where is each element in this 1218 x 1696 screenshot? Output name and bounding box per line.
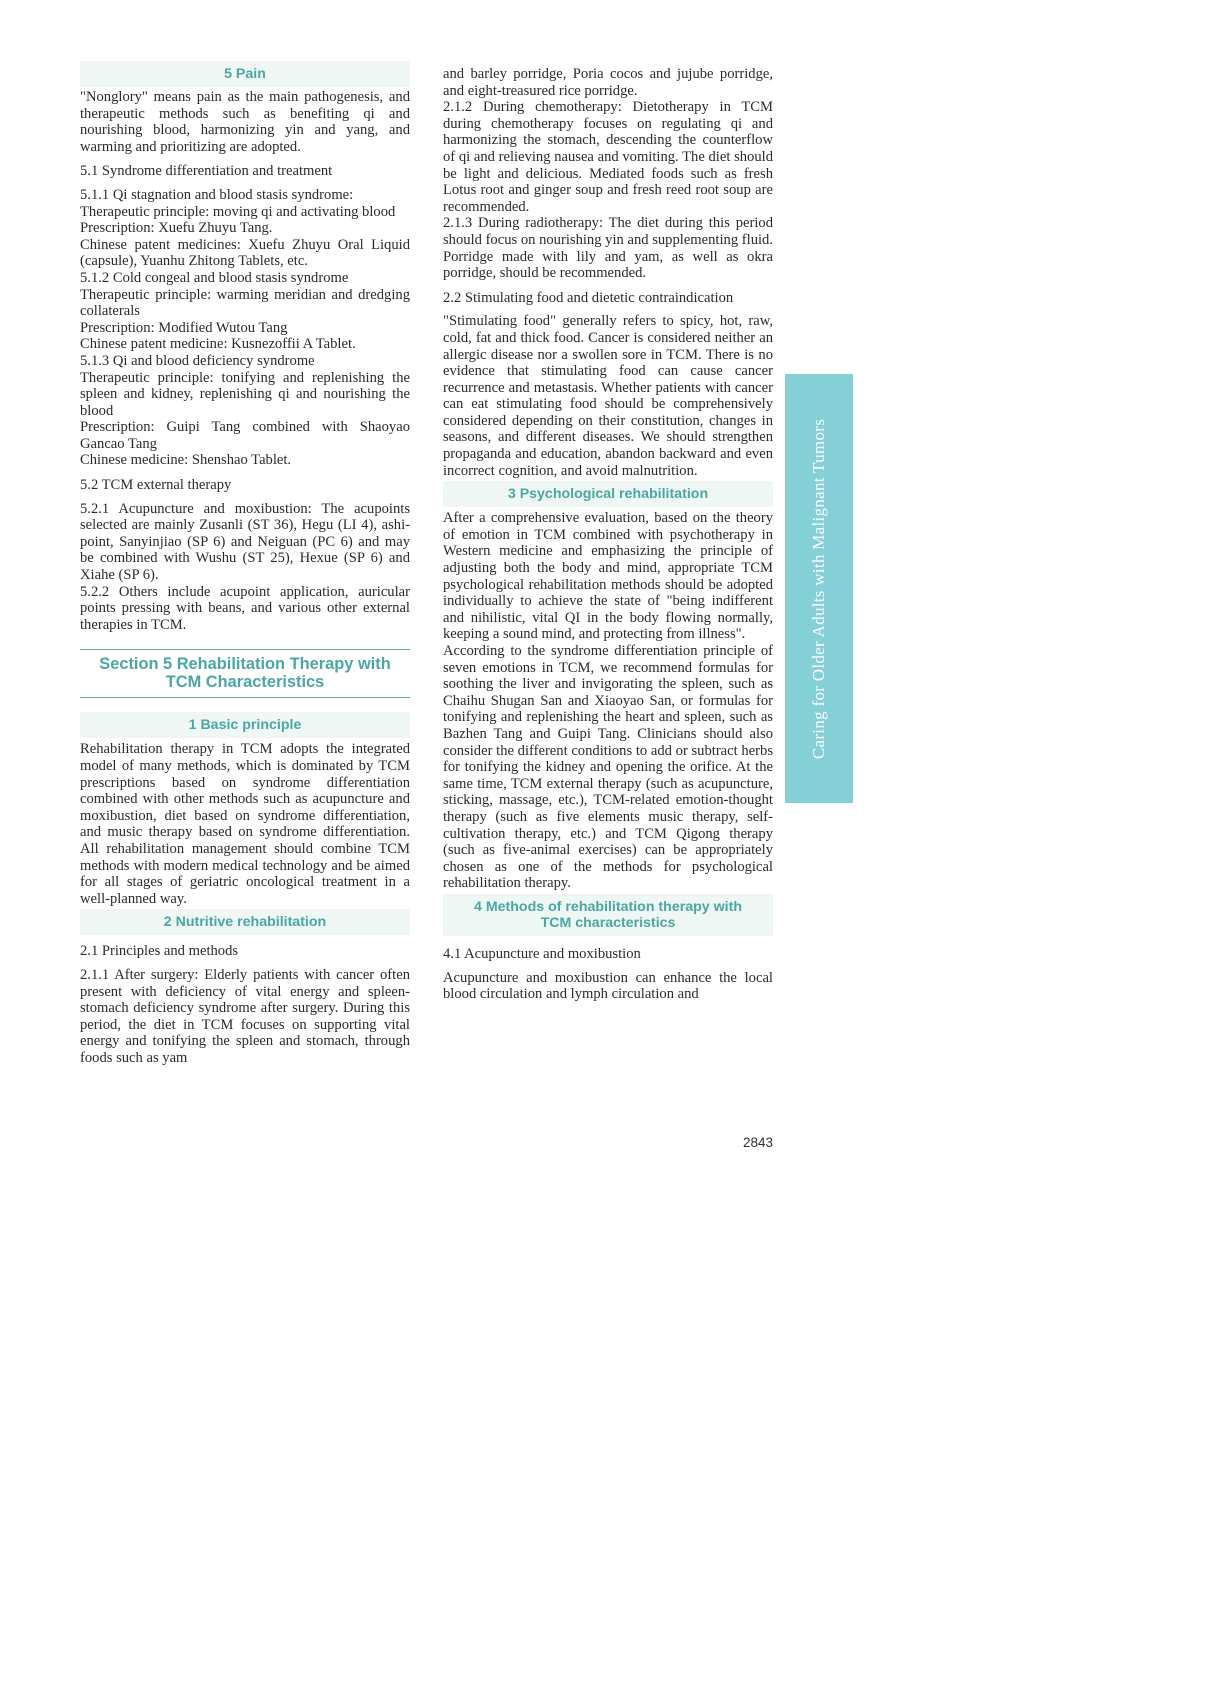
- paragraph-2-1-1: 2.1.1 After surgery: Elderly patients with cancer often present with deficiency of vital energy and spleen-stomach deficiency syndrome after surgery. During this period, the diet in TCM focuses on supporting vital energy and tonifying the spleen and stomach, through foods such as yam: [80, 966, 410, 1066]
- line-5-1-1-prescription: Prescription: Xuefu Zhuyu Tang.: [80, 220, 273, 237]
- subheading-5-2: 5.2 TCM external therapy: [80, 477, 232, 494]
- heading-basic-principle: 1 Basic principle: [80, 712, 410, 738]
- subheading-4-1: 4.1 Acupuncture and moxibustion: [443, 945, 641, 962]
- side-chapter-title: Caring for Older Adults with Malignant Tumors: [809, 418, 828, 759]
- section-title-line2: TCM Characteristics: [165, 672, 325, 691]
- left-column: [80, 61, 410, 1067]
- heading-methods-line1: 4 Methods of rehabilitation therapy with: [473, 898, 742, 915]
- section-title: [80, 649, 410, 698]
- line-5-1-3-prescription: Prescription: Guipi Tang combined with Shaoyao Gancao Tang: [80, 419, 410, 452]
- paragraph-2-2: "Stimulating food" generally refers to spicy, hot, raw, cold, fat and thick food. Cancer is considered neither an allergic disease nor a swollen sore in TCM. There is no evidence that stimulating food can cause cancer recurrence and metastasis. Whether patients with cancer can eat stimulating food should be comprehensively considered depending on their constitution, changes in seasons, and different diseases. We should strengthen propaganda and education, abandon backward and even incorrect cognition, and avoid malnutrition.: [443, 313, 773, 479]
- heading-nutritive: 2 Nutritive rehabilitation: [80, 909, 410, 935]
- line-5-1-2-principle: Therapeutic principle: warming meridian and dredging collaterals: [80, 286, 410, 320]
- line-5-1-3-medicine: Chinese medicine: Shenshao Tablet.: [80, 452, 292, 469]
- section-title-line1: Section 5 Rehabilitation Therapy with: [99, 655, 391, 674]
- line-5-1-3-principle: Therapeutic principle: tonifying and replenishing the spleen and kidney, replenishing qi and nourishing the blood: [80, 369, 410, 419]
- side-chapter-tab: [785, 374, 853, 803]
- heading-psychological: 3 Psychological rehabilitation: [443, 481, 773, 507]
- heading-methods: [443, 894, 773, 936]
- paragraph-4-1: Acupuncture and moxibustion can enhance the local blood circulation and lymph circulation and: [443, 969, 773, 1003]
- line-5-1-2: 5.1.2 Cold congeal and blood stasis syndrome: [80, 269, 349, 286]
- right-column: [443, 66, 773, 1003]
- subheading-2-1: 2.1 Principles and methods: [80, 943, 239, 960]
- line-5-1-3: 5.1.3 Qi and blood deficiency syndrome: [80, 352, 315, 369]
- paragraph-psych-1: After a comprehensive evaluation, based on the theory of emotion in TCM combined with psychotherapy in Western medicine and emphasizing the principle of adjusting both the body and mind, appropriate TCM psychological rehabilitation methods should be adopted individually to achieve the state of "being indifferent and nihilistic, vital QI in the body flowing normally, keeping a sound mind, and protecting from illness".: [443, 510, 773, 643]
- subheading-5-1: 5.1 Syndrome differentiation and treatment: [80, 163, 333, 180]
- subheading-2-2: 2.2 Stimulating food and dietetic contraindication: [443, 289, 734, 306]
- heading-methods-line2: TCM characteristics: [540, 914, 676, 931]
- paragraph-5-2-1: 5.2.1 Acupuncture and moxibustion: The acupoints selected are mainly Zusanli (ST 36), Hegu (LI 4), ashi-point, Sanyinjiao (SP 6) and Neiguan (PC 6) and may be combined with Wushu (ST 25), Hexue (SP 6) and Xiahe (SP 6).: [80, 500, 410, 584]
- line-5-1-2-patent: Chinese patent medicine: Kusnezoffii A Tablet.: [80, 336, 356, 353]
- line-5-1-1-patent: Chinese patent medicines: Xuefu Zhuyu Oral Liquid (capsule), Yuanhu Zhitong Tablets, etc.: [80, 236, 410, 270]
- paragraph-pain-intro: "Nonglory" means pain as the main pathogenesis, and therapeutic methods such as benefiting qi and nourishing blood, harmonizing yin and yang, and warming and prioritizing are adopted.: [80, 89, 410, 155]
- paragraph-basic-principle: Rehabilitation therapy in TCM adopts the integrated model of many methods, which is dominated by TCM prescriptions based on syndrome differentiation combined with other methods such as acupuncture and moxibustion, diet based on syndrome differentiation, and music therapy based on syndrome differentiation. All rehabilitation management should combine TCM methods with modern medical technology and be aimed for all stages of geriatric oncological treatment in a well-planned way.: [80, 741, 410, 907]
- heading-pain: 5 Pain: [80, 61, 410, 87]
- paragraph-2-1-2: 2.1.2 During chemotherapy: Dietotherapy in TCM during chemotherapy focuses on regulating qi and harmonizing the stomach, descending the counterflow of qi and relieving nausea and vomiting. The diet should be light and delicious. Mediated foods such as fresh Lotus root and ginger soup and fresh reed root soup are recommended.: [443, 99, 773, 215]
- paragraph-continued: and barley porridge, Poria cocos and jujube porridge, and eight-treasured rice porridge.: [443, 66, 773, 99]
- paragraph-5-2-2: 5.2.2 Others include acupoint application, auricular points pressing with beans, and various other external therapies in TCM.: [80, 583, 410, 633]
- line-5-1-1-principle: Therapeutic principle: moving qi and activating blood: [80, 203, 396, 220]
- paragraph-2-1-3: 2.1.3 During radiotherapy: The diet during this period should focus on nourishing yin and supplementing fluid. Porridge made with lily and yam, as well as okra porridge, should be recommended.: [443, 215, 773, 282]
- line-5-1-1: 5.1.1 Qi stagnation and blood stasis syndrome:: [80, 186, 354, 203]
- page-number: 2843: [742, 1135, 773, 1150]
- paragraph-psych-2: According to the syndrome differentiation principle of seven emotions in TCM, we recommend formulas for soothing the liver and invigorating the spleen, such as Chaihu Shugan San and Xiaoyao San, or formulas for tonifying and replenishing the heart and spleen, such as Bazhen Tang and Guipi Tang. Clinicians should also consider the different conditions to add or subtract herbs for tonifying the kidney and opening the orifice. At the same time, TCM external therapy (such as acupuncture, sticking, massage, etc.), TCM-related emotion-thought therapy (such as five elements music therapy, self-cultivation therapy, etc.) and TCM Qigong therapy (such as five-animal exercises) can be appropriately chosen as one of the methods for psychological rehabilitation therapy.: [443, 643, 773, 892]
- line-5-1-2-prescription: Prescription: Modified Wutou Tang: [80, 319, 288, 336]
